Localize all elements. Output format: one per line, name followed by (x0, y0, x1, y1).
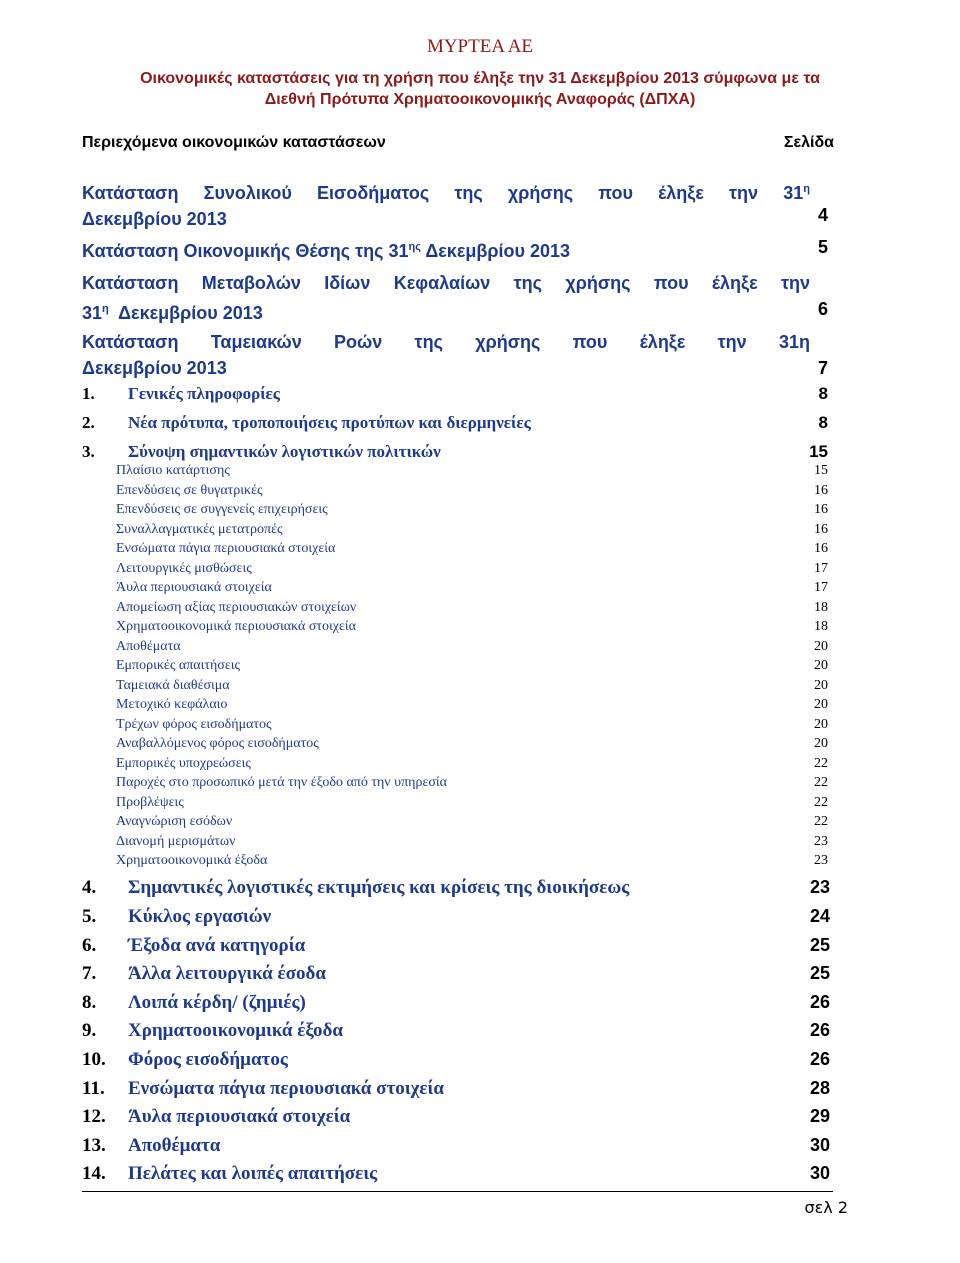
subtitle-line-2: Διεθνή Πρότυπα Χρηματοοικονομικής Αναφοράς (ΔΠΧΑ) (264, 91, 696, 108)
toc-policy-item[interactable]: Άυλα περιουσιακά στοιχεία 17 (116, 580, 828, 595)
toc-page-number: 4 (817, 205, 828, 225)
toc-note-10[interactable]: 10. Φόρος εισοδήματος 26 (82, 1049, 830, 1070)
toc-policy-item[interactable]: Εμπορικές υποχρεώσεις 22 (116, 756, 828, 771)
toc-note-11[interactable]: 11. Ενσώματα πάγια περιουσιακά στοιχεία 28 (82, 1078, 830, 1099)
toc-policy-item[interactable]: Ταμειακά διαθέσιμα 20 (116, 678, 828, 693)
toc-policy-item[interactable]: Λειτουργικές μισθώσεις 17 (116, 561, 828, 576)
toc-heading: Περιεχόμενα οικονομικών καταστάσεων (82, 134, 386, 151)
toc-page-number: 6 (817, 299, 828, 319)
toc-policy-item[interactable]: Χρηματοοικονομικά περιουσιακά στοιχεία 18 (116, 619, 828, 634)
toc-note-5[interactable]: 5. Κύκλος εργασιών 24 (82, 906, 830, 927)
footer-divider (82, 1191, 833, 1192)
toc-entry-line: Κατάσταση Μεταβολών Ιδίων Κεφαλαίων της χρήσης που έληξε την (82, 273, 810, 293)
toc-policy-item[interactable]: Προβλέψεις 22 (116, 795, 828, 810)
toc-note-4[interactable]: 4. Σημαντικές λογιστικές εκτιμήσεις και κρίσεις της διοικήσεως 23 (82, 877, 830, 898)
toc-policy-item[interactable]: Διανομή μερισμάτων 23 (116, 834, 828, 849)
toc-policy-item[interactable]: Πλαίσιο κατάρτισης 15 (116, 463, 828, 478)
toc-policy-item[interactable]: Απομείωση αξίας περιουσιακών στοιχείων 18 (116, 600, 828, 615)
toc-entry-comprehensive-income[interactable] (82, 176, 832, 232)
toc-policy-item[interactable]: Εμπορικές απαιτήσεις 20 (116, 658, 828, 673)
toc-note-1[interactable] (82, 384, 830, 404)
toc-policy-item[interactable]: Αναβαλλόμενος φόρος εισοδήματος 20 (116, 736, 828, 751)
note-number: 3. (82, 442, 95, 461)
toc-entry-line: Κατάσταση Συνολικού Εισοδήματος της χρήσης που έληξε την $31^\eta$ (82, 183, 810, 203)
page-column-heading: Σελίδα (783, 134, 834, 151)
toc-entry-changes-in-equity[interactable] (82, 270, 832, 326)
toc-policy-item[interactable]: Τρέχων φόρος εισοδήματος 20 (116, 717, 828, 732)
toc-note-7[interactable]: 7. Άλλα λειτουργικά έσοδα 25 (82, 963, 830, 984)
toc-entry-line: $31^\eta$ Δεκεμβρίου 2013 (82, 303, 263, 323)
toc-policy-item[interactable]: Επενδύσεις σε συγγενείς επιχειρήσεις 16 (116, 502, 828, 517)
toc-policy-item[interactable]: Επενδύσεις σε θυγατρικές 16 (116, 483, 828, 498)
toc-policy-item[interactable]: Παροχές στο προσωπικό μετά την έξοδο από την υπηρεσία 22 (116, 775, 828, 790)
toc-entry-line: Κατάσταση Οικονομικής Θέσης της $31^{\eta\varsigma}$ Δεκεμβρίου 2013 (82, 241, 571, 261)
toc-policy-item[interactable]: Μετοχικό κεφάλαιο 20 (116, 697, 828, 712)
toc-note-9[interactable]: 9. Χρηματοοικονομικά έξοδα 26 (82, 1020, 830, 1041)
note-title: Νέα πρότυπα, τροποποιήσεις προτύπων και διερμηνείες (128, 413, 531, 432)
document-subtitle (60, 68, 900, 110)
toc-page-number: 15 (809, 442, 828, 461)
toc-policy-item[interactable]: Χρηματοοικονομικά έξοδα 23 (116, 853, 828, 868)
note-title: Σύνοψη σημαντικών λογιστικών πολιτικών (128, 442, 441, 461)
toc-entry-line: Δεκεμβρίου 2013 (82, 209, 227, 229)
toc-note-13[interactable]: 13. Αποθέματα 30 (82, 1135, 830, 1156)
toc-policy-item[interactable]: Αποθέματα 20 (116, 639, 828, 654)
toc-policy-item[interactable]: Αναγνώριση εσόδων 22 (116, 814, 828, 829)
toc-entry-line: Κατάσταση Ταμειακών Ροών της χρήσης που έληξε την 31η (82, 332, 810, 352)
toc-note-14[interactable]: 14. Πελάτες και λοιπές απαιτήσεις 30 (82, 1163, 830, 1184)
note-number: 2. (82, 413, 95, 432)
company-name: ΜΥΡΤΕΑ ΑΕ (426, 36, 534, 57)
note-number: 1. (82, 384, 95, 403)
subtitle-line-1: Οικονομικές καταστάσεις για τη χρήση που έληξε την 31 Δεκεμβρίου 2013 σύμφωνα με τα (140, 70, 820, 87)
note-title: Γενικές πληροφορίες (128, 384, 280, 403)
toc-page-number: 8 (818, 384, 828, 403)
toc-note-3[interactable] (82, 442, 830, 462)
toc-policy-item[interactable]: Ενσώματα πάγια περιουσιακά στοιχεία 16 (116, 541, 828, 556)
toc-note-8[interactable]: 8. Λοιπά κέρδη/ (ζημιές) 26 (82, 992, 830, 1013)
toc-page-number: 7 (817, 358, 828, 378)
toc-page-number: 8 (818, 413, 828, 432)
toc-entry-cash-flows[interactable] (82, 329, 832, 381)
toc-note-6[interactable]: 6. Έξοδα ανά κατηγορία 25 (82, 935, 830, 956)
toc-note-2[interactable] (82, 413, 830, 433)
toc-note-12[interactable]: 12. Άυλα περιουσιακά στοιχεία 29 (82, 1106, 830, 1127)
toc-entry-line: Δεκεμβρίου 2013 (82, 358, 227, 378)
toc-policy-item[interactable]: Συναλλαγματικές μετατροπές 16 (116, 522, 828, 537)
toc-page-number: 5 (817, 237, 828, 257)
toc-entry-financial-position[interactable] (82, 234, 832, 264)
footer-page-number: σελ 2 (804, 1198, 848, 1217)
